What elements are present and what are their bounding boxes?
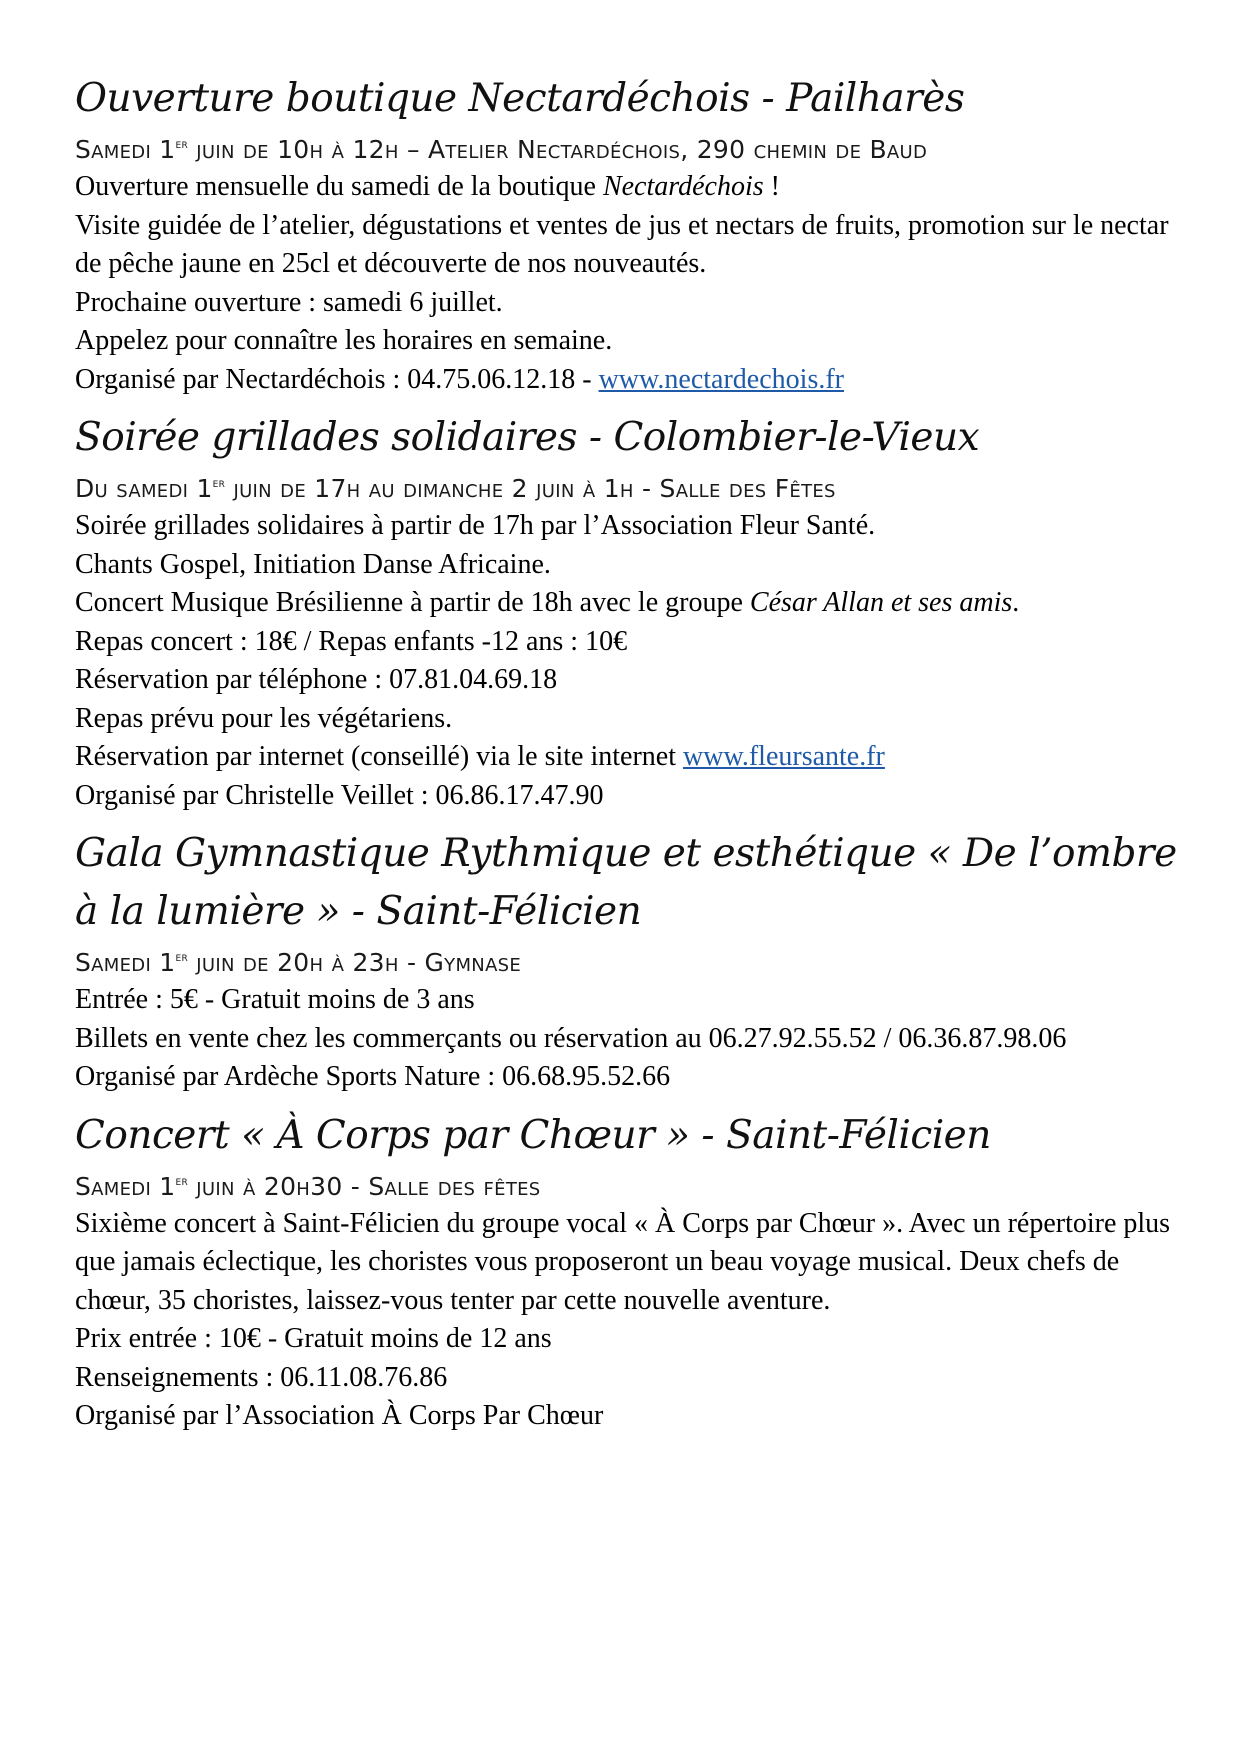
event-title: Concert « À Corps par Chœur » - Saint-Félicien	[75, 1112, 991, 1158]
event-date: Samedi 1er juin à 20h30 - Salle des fêtes	[75, 1171, 541, 1201]
event-date: Samedi 1er juin de 20h à 23h - Gymnase	[75, 948, 522, 977]
event-date: Du samedi 1er juin de 17h au dimanche 2 juin à 1h - Salle des Fêtes	[75, 474, 836, 503]
event-description: Réservation par téléphone : 07.81.04.69.18	[75, 664, 558, 695]
event-description: Ouverture mensuelle du samedi de la boutique Nectardéchois !	[75, 171, 780, 202]
event-description: Billets en vente chez les commerçants ou réservation au 06.27.92.55.52 / 06.36.87.98.06	[75, 1022, 1067, 1054]
event-description: Chants Gospel, Initiation Danse Africaine.	[75, 548, 551, 580]
fleursante-link[interactable]: www.fleursante.fr	[683, 741, 885, 772]
event-title: Gala Gymnastique Rythmique et esthétique « De l’ombre à la lumière » - Saint-Félicien	[75, 831, 1177, 934]
event-description: Réservation par internet (conseillé) via le site internet www.fleursante.fr	[75, 741, 885, 772]
event-description: Prix entrée : 10€ - Gratuit moins de 12 ans	[75, 1323, 552, 1354]
event-concert-choeur	[75, 1107, 1185, 1436]
event-organizer: Organisé par Nectardéchois : 04.75.06.12.18 - www.nectardechois.fr	[75, 363, 844, 395]
event-organizer: Organisé par Ardèche Sports Nature : 06.68.95.52.66	[75, 1061, 671, 1092]
event-date: Samedi 1er juin de 10h à 12h – Atelier Nectardéchois, 290 chemin de Baud	[75, 135, 928, 164]
page	[75, 70, 1185, 1436]
event-title: Soirée grillades solidaires - Colombier-le-Vieux	[75, 415, 980, 460]
event-description: Concert Musique Brésilienne à partir de 18h avec le groupe César Allan et ses amis.	[75, 587, 1020, 618]
event-description: Visite guidée de l’atelier, dégustations et ventes de jus et nectars de fruits, promotion sur le nectar de pêche jaune en 25cl et découverte de nos nouveautés.	[75, 209, 1169, 279]
event-grillades	[75, 409, 1185, 815]
event-description: Appelez pour connaître les horaires en semaine.	[75, 325, 613, 356]
event-description: Repas prévu pour les végétariens.	[75, 702, 453, 734]
event-description: Entrée : 5€ - Gratuit moins de 3 ans	[75, 984, 475, 1015]
event-description: Sixième concert à Saint-Félicien du groupe vocal « À Corps par Chœur ». Avec un répertoire plus que jamais éclectique, les choristes vous proposeront un beau voyage musical. Deux chefs de chœur, 35 choristes, laissez-vous tenter par cette nouvelle aventure.	[75, 1207, 1171, 1316]
event-title: Ouverture boutique Nectardéchois - Pailharès	[75, 76, 965, 121]
event-description: Prochaine ouverture : samedi 6 juillet.	[75, 286, 503, 318]
event-description: Soirée grillades solidaires à partir de 17h par l’Association Fleur Santé.	[75, 510, 876, 541]
nectardechois-link[interactable]: www.nectardechois.fr	[598, 363, 844, 395]
event-nectardechois	[75, 70, 1185, 399]
event-organizer: Organisé par l’Association À Corps Par Chœur	[75, 1400, 604, 1431]
event-organizer: Organisé par Christelle Veillet : 06.86.17.47.90	[75, 779, 604, 811]
event-description: Renseignements : 06.11.08.76.86	[75, 1361, 448, 1393]
event-description: Repas concert : 18€ / Repas enfants -12 ans : 10€	[75, 625, 628, 657]
event-gala-gymnastique	[75, 825, 1185, 1097]
